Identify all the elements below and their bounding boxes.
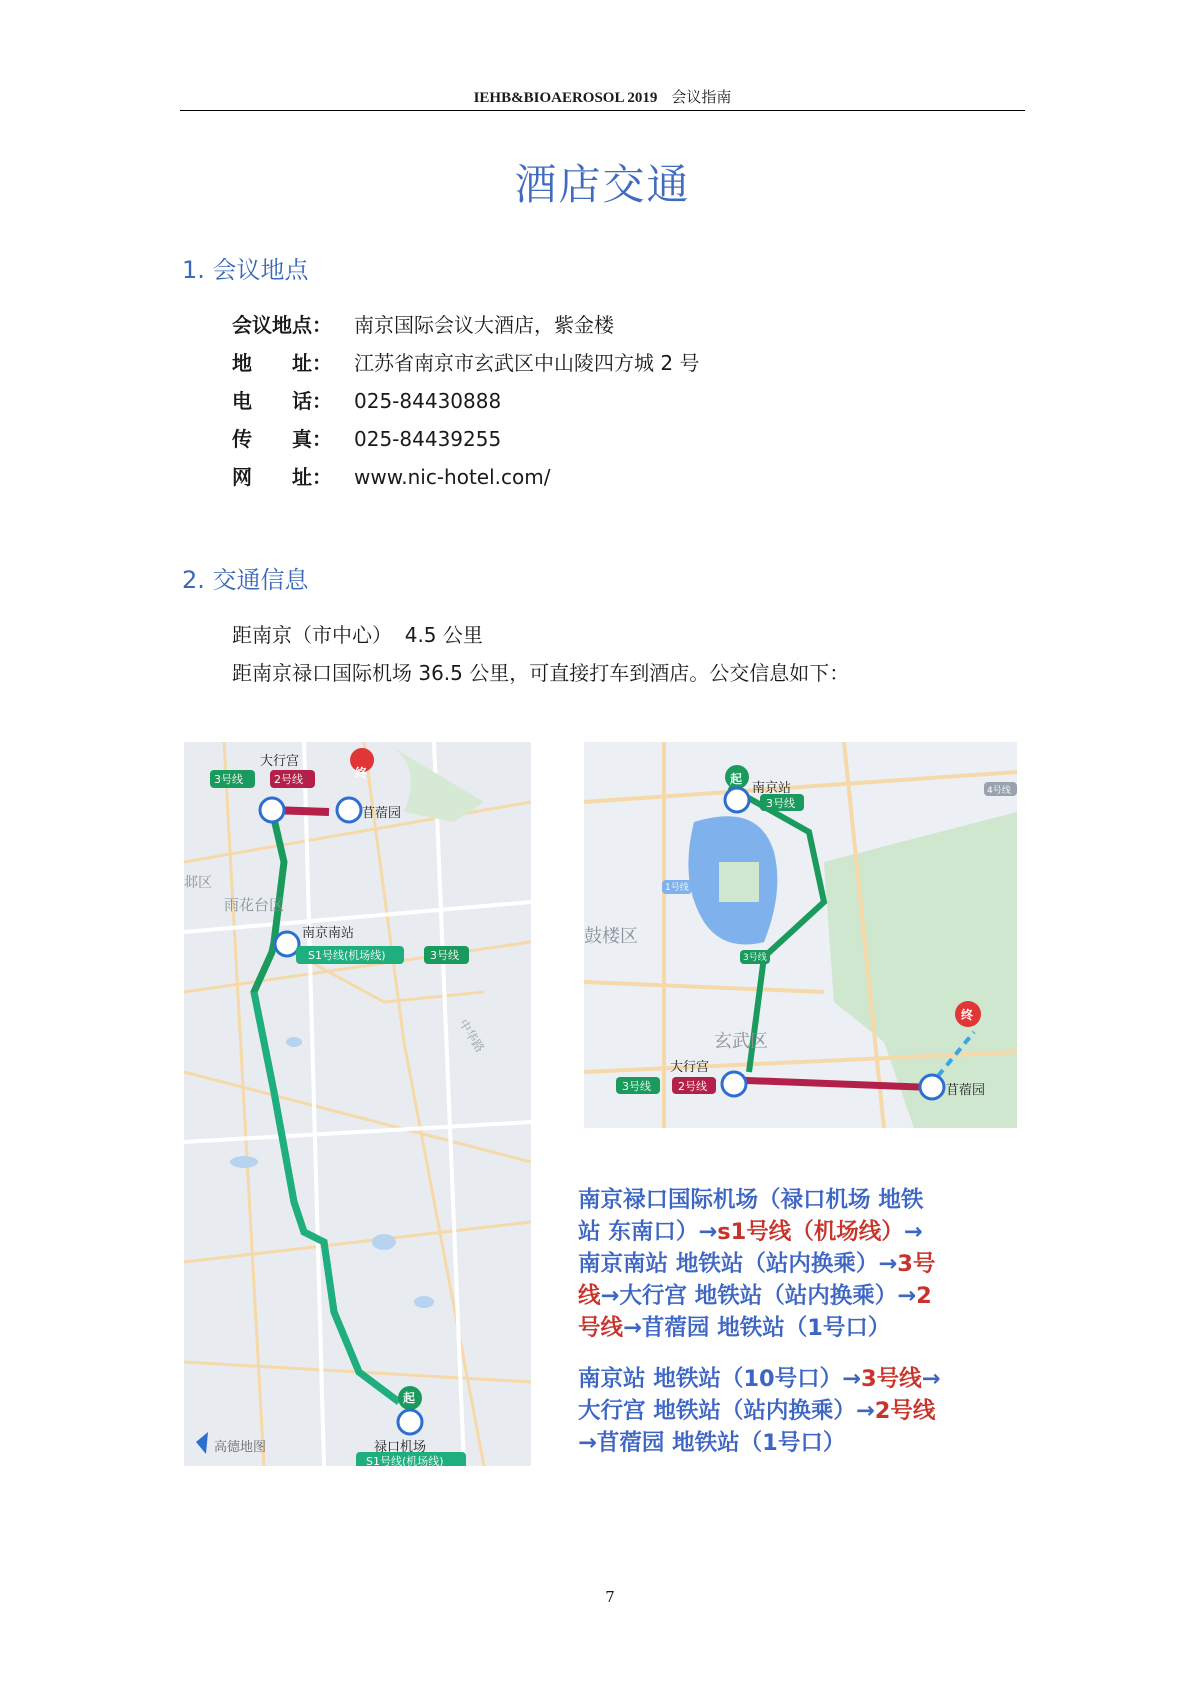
- route-airport-line: [578, 1216, 1023, 1248]
- map-airport-route: [184, 742, 531, 1466]
- map2-badge-line3b: 3号线: [622, 1080, 651, 1093]
- map2-tag: 4号线: [987, 786, 1011, 796]
- header-rule: [180, 110, 1025, 111]
- map1-badge-line2: 2号线: [274, 773, 303, 786]
- route-seg: 号线: [578, 1315, 624, 1341]
- phone-value: 025-84430888: [354, 389, 502, 413]
- venue-key: 会议地点：: [232, 313, 332, 337]
- map1-label-district: 邶区: [184, 875, 212, 891]
- page-title: 酒店交通: [514, 160, 691, 209]
- route-station-line: [578, 1395, 1023, 1427]
- route-seg: 南京南站 地铁站（站内换乘）→: [578, 1251, 898, 1277]
- route-seg: 站 东南口）→: [578, 1219, 718, 1245]
- route-seg: →: [903, 1219, 923, 1245]
- route-airport: [578, 1184, 1023, 1344]
- map2-badge-line2: 2号线: [678, 1080, 707, 1093]
- distance-city: 距南京（市中心） 4.5 公里: [232, 623, 483, 647]
- map1-label-dahanggong: 大行宫: [260, 754, 300, 769]
- route-airport-line: [578, 1280, 1023, 1312]
- map1-label-road: 中华路: [456, 1016, 488, 1055]
- map-station-route: [584, 742, 1017, 1128]
- venue-info: [232, 306, 699, 496]
- route-seg: 大行宫 地铁站（站内换乘）→: [578, 1398, 875, 1424]
- header-title-en: IEHB&BIOAEROSOL 2019: [473, 90, 658, 106]
- map2-start-marker: 起: [730, 772, 743, 786]
- website-row: [232, 458, 699, 496]
- header-title-cn: 会议指南: [671, 88, 732, 106]
- section-heading-transport: 2. 交通信息: [182, 566, 309, 594]
- map1-badge-s1b: S1号线(机场线): [366, 1455, 444, 1466]
- map1-label-nanjing-south: 南京南站: [302, 926, 355, 941]
- map1-label-muxuyuan: 苜蓿园: [362, 806, 402, 821]
- route-seg: s1号线（机场线）: [717, 1219, 904, 1245]
- phone-key: 电 话：: [232, 389, 332, 413]
- route-station-line: [578, 1363, 1023, 1395]
- map1-start-marker: 起: [403, 1391, 416, 1405]
- map1-badge-line3: 3号线: [214, 773, 243, 786]
- route-seg: 南京站 地铁站（10号口）→: [578, 1366, 861, 1392]
- map2-badge-line3: 3号线: [766, 797, 795, 810]
- map2-label-dahanggong: 大行宫: [670, 1060, 710, 1075]
- website-link[interactable]: www.nic-hotel.com/: [354, 465, 551, 489]
- route-seg: →大行宫 地铁站（站内换乘）→: [600, 1283, 917, 1309]
- fax-key: 传 真：: [232, 427, 332, 451]
- route-station-line: [578, 1427, 1023, 1459]
- route-seg: →苜蓿园 地铁站（1号口）: [623, 1315, 891, 1341]
- phone-row: [232, 382, 699, 420]
- section-heading-venue: 1. 会议地点: [182, 256, 309, 284]
- map2-badge-line1: 1号线: [665, 883, 689, 893]
- map2-canvas: [584, 742, 1017, 1128]
- map2-label-gulou: 鼓楼区: [584, 926, 638, 947]
- map1-label-yuhuatai: 雨花台区: [224, 896, 285, 914]
- map1-logo: 高德地图: [214, 1440, 267, 1455]
- route-seg: 南京禄口国际机场（禄口机场 地铁: [578, 1187, 924, 1213]
- map2-end-marker: 终: [961, 1008, 974, 1022]
- route-station: [578, 1363, 1023, 1459]
- fax-value: 025-84439255: [354, 427, 502, 451]
- route-seg: 线: [578, 1283, 601, 1309]
- website-key: 网 址：: [232, 465, 332, 489]
- route-airport-line: [578, 1312, 1023, 1344]
- address-key: 地 址：: [232, 351, 332, 375]
- route-seg: 3号线: [861, 1366, 922, 1392]
- map1-end-marker: 终: [355, 766, 368, 780]
- map1-canvas: [184, 742, 531, 1466]
- route-airport-line: [578, 1248, 1023, 1280]
- map2-label-muxuyuan: 苜蓿园: [946, 1083, 986, 1098]
- fax-row: [232, 420, 699, 458]
- route-seg: 2号线: [874, 1398, 936, 1424]
- address-value: 江苏省南京市玄武区中山陵四方城 2 号: [354, 351, 700, 375]
- venue-row: [232, 306, 699, 344]
- map1-badge-s1: S1号线(机场线): [308, 949, 386, 962]
- map1-label-lukou: 禄口机场: [374, 1440, 427, 1455]
- map2-badge-line3-small: 3号线: [743, 953, 767, 963]
- route-airport-line: [578, 1184, 1023, 1216]
- address-row: [232, 344, 699, 382]
- route-seg: →苜蓿园 地铁站（1号口）: [578, 1430, 846, 1456]
- map1-badge-line3b: 3号线: [430, 949, 459, 962]
- route-seg: →: [921, 1366, 941, 1392]
- transport-info: [232, 616, 849, 692]
- map2-label-nanjing-station: 南京站: [752, 781, 792, 796]
- map2-label-xuanwu: 玄武区: [714, 1031, 768, 1052]
- distance-airport: 距南京禄口国际机场 36.5 公里，可直接打车到酒店。公交信息如下：: [232, 661, 850, 685]
- page-header: [180, 86, 1025, 110]
- route-seg: 3号: [897, 1251, 936, 1277]
- page-number: 7: [605, 1588, 615, 1606]
- route-seg: 2: [916, 1283, 932, 1309]
- venue-value: 南京国际会议大酒店，紫金楼: [354, 313, 614, 337]
